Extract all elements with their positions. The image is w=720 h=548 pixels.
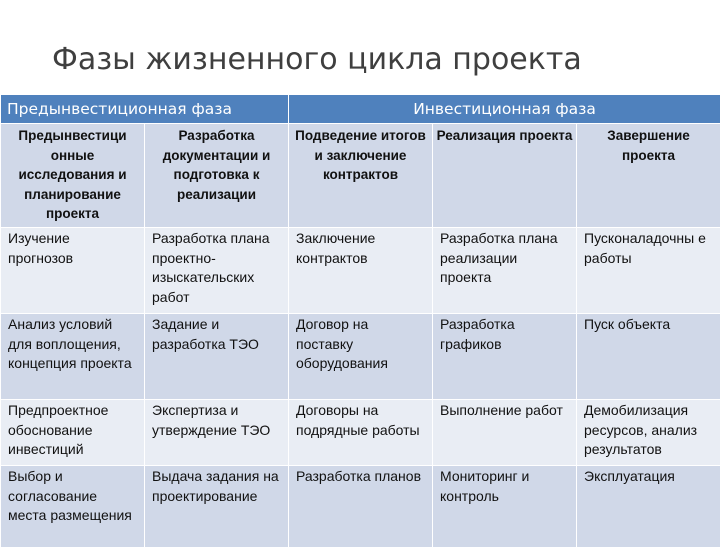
stage-header-row <box>1 124 720 228</box>
table-cell: Заключение контрактов <box>289 228 433 314</box>
table-cell: Договор на поставку оборудования <box>289 314 433 400</box>
lifecycle-table <box>0 94 720 548</box>
table-cell: Договоры на подрядные работы <box>289 400 433 466</box>
table-cell: Разработка планов <box>289 466 433 548</box>
table-cell: Задание и разработка ТЭО <box>145 314 289 400</box>
table-cell: Разработка плана реализации проекта <box>433 228 577 314</box>
table-cell: Изучение прогнозов <box>1 228 145 314</box>
table-row <box>1 314 720 400</box>
table-cell: Выполнение работ <box>433 400 577 466</box>
table-row <box>1 228 720 314</box>
table-cell: Эксплуатация <box>577 466 720 548</box>
stage-cell: Реализация проекта <box>433 124 577 228</box>
table-cell: Выдача задания на проектирование <box>145 466 289 548</box>
table-cell: Выбор и согласование места размещения <box>1 466 145 548</box>
phase-pre-investment: Предынвестиционная фаза <box>1 95 289 124</box>
stage-cell: Разработка документации и подготовка к реализации <box>145 124 289 228</box>
slide-title: Фазы жизненного цикла проекта <box>52 36 692 84</box>
table-cell: Анализ условий для воплощения, концепция проекта <box>1 314 145 400</box>
table-cell: Разработка графиков <box>433 314 577 400</box>
table-cell: Разработка плана проектно-изыскательских работ <box>145 228 289 314</box>
stage-cell: Подведение итогов и заключение контрактов <box>289 124 433 228</box>
stage-cell: Предынвестици онные исследования и планирование проекта <box>1 124 145 228</box>
stage-cell: Завершение проекта <box>577 124 720 228</box>
table-row <box>1 400 720 466</box>
table-cell: Демобилизация ресурсов, анализ результатов <box>577 400 720 466</box>
table-cell: Мониторинг и контроль <box>433 466 577 548</box>
phase-header-row <box>1 95 720 124</box>
table-cell: Предпроектное обоснование инвестиций <box>1 400 145 466</box>
table-row <box>1 466 720 548</box>
table-cell: Пусконаладочны е работы <box>577 228 720 314</box>
phase-investment: Инвестиционная фаза <box>289 95 720 124</box>
table-cell: Экспертиза и утверждение ТЭО <box>145 400 289 466</box>
table-cell: Пуск объекта <box>577 314 720 400</box>
